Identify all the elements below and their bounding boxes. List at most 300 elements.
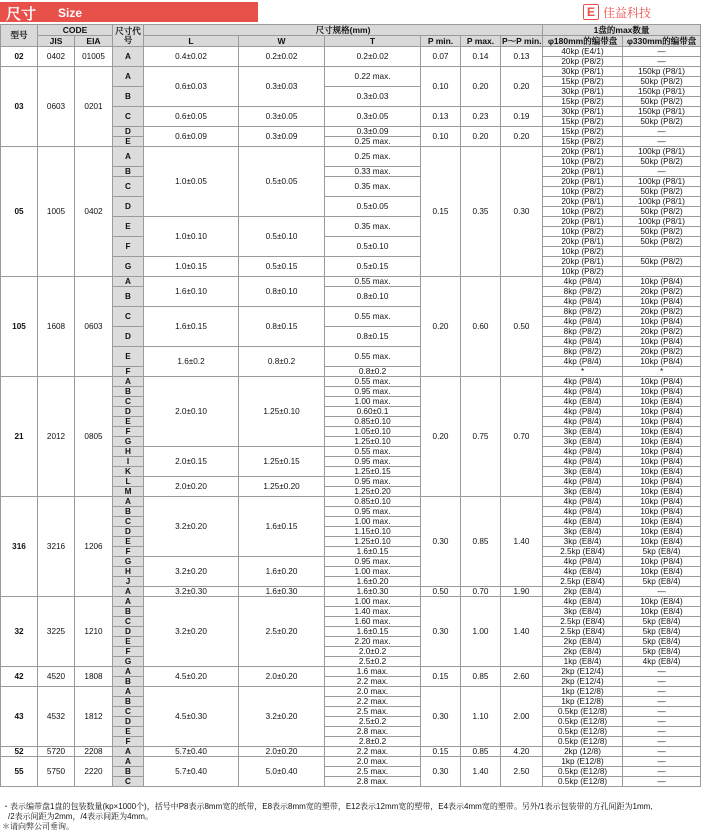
table-row xyxy=(1,757,701,767)
reel180-qty-cell: 4kp (P8/4) xyxy=(543,497,623,507)
thickness-cell: 0.3±0.09 xyxy=(325,127,421,137)
reel180-qty-cell: 10kp (P8/2) xyxy=(543,267,623,277)
length-cell: 0.6±0.03 xyxy=(144,67,239,107)
dim-code-cell: J xyxy=(113,577,144,587)
length-cell: 0.4±0.02 xyxy=(144,47,239,67)
thickness-cell: 0.55 max. xyxy=(325,277,421,287)
reel180-qty-cell: 30kp (P8/1) xyxy=(543,107,623,117)
reel330-qty-cell: 10kp (E8/4) xyxy=(623,517,701,527)
reel330-qty-cell: 10kp (E8/4) xyxy=(623,427,701,437)
dim-code-cell: F xyxy=(113,427,144,437)
reel180-qty-cell: 4kp (E8/4) xyxy=(543,397,623,407)
pp-cell: 2.60 xyxy=(501,667,543,687)
width-cell: 0.2±0.02 xyxy=(239,47,325,67)
thickness-cell: 1.25±0.20 xyxy=(325,487,421,497)
pmax-cell: 0.75 xyxy=(461,377,501,497)
reel330-qty-cell: — xyxy=(623,747,701,757)
reel180-qty-cell: 0.5kp (E12/8) xyxy=(543,727,623,737)
pp-cell: 0.19 xyxy=(501,107,543,127)
pp-cell: 2.50 xyxy=(501,757,543,787)
dim-code-cell: D xyxy=(113,527,144,537)
length-cell: 5.7±0.40 xyxy=(144,747,239,757)
jis-cell: 4532 xyxy=(38,687,75,747)
header-dim-code: 尺寸代号 xyxy=(113,25,144,47)
pmax-cell: 0.23 xyxy=(461,107,501,127)
table-row xyxy=(1,747,701,757)
reel180-qty-cell: 3kp (E8/4) xyxy=(543,437,623,447)
reel330-qty-cell: 10kp (E8/4) xyxy=(623,607,701,617)
length-cell: 2.0±0.10 xyxy=(144,377,239,447)
reel330-qty-cell: — xyxy=(623,737,701,747)
reel180-qty-cell: 2kp (E8/4) xyxy=(543,587,623,597)
model-cell: 316 xyxy=(1,497,38,597)
header-model: 型号 xyxy=(1,25,38,47)
reel330-qty-cell: 10kp (P8/4) xyxy=(623,337,701,347)
dim-code-cell: B xyxy=(113,677,144,687)
pmax-cell: 1.00 xyxy=(461,597,501,667)
dim-code-cell: B xyxy=(113,767,144,777)
reel180-qty-cell: 2.5kp (E8/4) xyxy=(543,617,623,627)
reel330-qty-cell: — xyxy=(623,127,701,137)
reel180-qty-cell: 2.5kp (E8/4) xyxy=(543,577,623,587)
header-eia: EIA xyxy=(75,36,113,47)
reel180-qty-cell: 2kp (E8/4) xyxy=(543,637,623,647)
thickness-cell: 0.33 max. xyxy=(325,167,421,177)
reel180-qty-cell: 20kp (P8/1) xyxy=(543,217,623,227)
width-cell: 0.8±0.10 xyxy=(239,277,325,307)
dim-code-cell: L xyxy=(113,477,144,487)
width-cell: 0.3±0.05 xyxy=(239,107,325,127)
reel330-qty-cell: — xyxy=(623,587,701,597)
length-cell: 4.5±0.30 xyxy=(144,687,239,747)
dim-code-cell: D xyxy=(113,627,144,637)
title-en: Size xyxy=(58,6,83,20)
length-cell: 1.6±0.15 xyxy=(144,307,239,347)
reel330-qty-cell: 10kp (E8/4) xyxy=(623,487,701,497)
dim-code-cell: F xyxy=(113,237,144,257)
thickness-cell: 0.8±0.15 xyxy=(325,327,421,347)
reel330-qty-cell: — xyxy=(623,757,701,767)
thickness-cell: 0.95 max. xyxy=(325,457,421,467)
eia-cell: 2220 xyxy=(75,757,113,787)
thickness-cell: 0.55 max. xyxy=(325,347,421,367)
reel180-qty-cell: 4kp (P8/4) xyxy=(543,447,623,457)
thickness-cell: 1.6 max. xyxy=(325,667,421,677)
pmax-cell: 0.85 xyxy=(461,747,501,757)
jis-cell: 0603 xyxy=(38,67,75,147)
reel330-qty-cell: — xyxy=(623,137,701,147)
pmax-cell: 0.35 xyxy=(461,147,501,277)
dim-code-cell: F xyxy=(113,547,144,557)
reel180-qty-cell: 3kp (E8/4) xyxy=(543,467,623,477)
thickness-cell: 0.5±0.10 xyxy=(325,237,421,257)
reel330-qty-cell: 150kp (P8/1) xyxy=(623,87,701,97)
width-cell: 0.8±0.2 xyxy=(239,347,325,377)
eia-cell: 01005 xyxy=(75,47,113,67)
model-cell: 43 xyxy=(1,687,38,747)
reel330-qty-cell: 5kp (E8/4) xyxy=(623,637,701,647)
length-cell: 3.2±0.20 xyxy=(144,497,239,557)
reel180-qty-cell: 4kp (P8/4) xyxy=(543,357,623,367)
size-spec-table xyxy=(0,24,701,787)
thickness-cell: 1.00 max. xyxy=(325,597,421,607)
reel330-qty-cell: 150kp (P8/1) xyxy=(623,67,701,77)
length-cell: 1.0±0.05 xyxy=(144,147,239,217)
dim-code-cell: E xyxy=(113,137,144,147)
length-cell: 4.5±0.20 xyxy=(144,667,239,687)
reel330-qty-cell: — xyxy=(623,777,701,787)
pp-cell: 1.40 xyxy=(501,497,543,587)
reel330-qty-cell: 10kp (P8/4) xyxy=(623,317,701,327)
eia-cell: 2208 xyxy=(75,747,113,757)
reel330-qty-cell: 50kp (P8/2) xyxy=(623,257,701,267)
table-row xyxy=(1,147,701,157)
width-cell: 0.3±0.09 xyxy=(239,127,325,147)
reel180-qty-cell: 15kp (P8/2) xyxy=(543,127,623,137)
header-jis: JIS xyxy=(38,36,75,47)
reel180-qty-cell: 4kp (P8/4) xyxy=(543,387,623,397)
length-cell: 2.0±0.15 xyxy=(144,447,239,477)
length-cell: 5.7±0.40 xyxy=(144,757,239,787)
dim-code-cell: A xyxy=(113,597,144,607)
width-cell: 0.3±0.03 xyxy=(239,67,325,107)
jis-cell: 5750 xyxy=(38,757,75,787)
reel330-qty-cell: 20kp (P8/2) xyxy=(623,327,701,337)
thickness-cell: 2.0±0.2 xyxy=(325,647,421,657)
reel180-qty-cell: 20kp (P8/1) xyxy=(543,177,623,187)
thickness-cell: 2.2 max. xyxy=(325,697,421,707)
eia-cell: 1206 xyxy=(75,497,113,597)
dim-code-cell: A xyxy=(113,377,144,387)
dim-code-cell: B xyxy=(113,287,144,307)
width-cell: 1.6±0.30 xyxy=(239,587,325,597)
thickness-cell: 2.5 max. xyxy=(325,707,421,717)
reel330-qty-cell: — xyxy=(623,167,701,177)
reel330-qty-cell: 100kp (P8/1) xyxy=(623,197,701,207)
reel330-qty-cell: 100kp (P8/1) xyxy=(623,177,701,187)
width-cell: 1.25±0.20 xyxy=(239,477,325,497)
dim-code-cell: F xyxy=(113,367,144,377)
reel180-qty-cell: 4kp (P8/4) xyxy=(543,417,623,427)
jis-cell: 1608 xyxy=(38,277,75,377)
thickness-cell: 0.22 max. xyxy=(325,67,421,87)
reel180-qty-cell: 10kp (P8/2) xyxy=(543,227,623,237)
jis-cell: 3225 xyxy=(38,597,75,667)
width-cell: 1.6±0.20 xyxy=(239,557,325,587)
reel180-qty-cell: 10kp (P8/2) xyxy=(543,157,623,167)
pmin-cell: 0.15 xyxy=(421,147,461,277)
reel330-qty-cell: 20kp (P8/2) xyxy=(623,287,701,297)
dim-code-cell: E xyxy=(113,537,144,547)
reel330-qty-cell: 10kp (P8/4) xyxy=(623,497,701,507)
reel330-qty-cell: 4kp (E8/4) xyxy=(623,657,701,667)
length-cell: 0.6±0.05 xyxy=(144,107,239,127)
header-reel330: φ330mm的编带盘 xyxy=(623,36,701,47)
model-cell: 05 xyxy=(1,147,38,277)
length-cell: 1.6±0.2 xyxy=(144,347,239,377)
thickness-cell: 0.60±0.1 xyxy=(325,407,421,417)
width-cell: 2.0±0.20 xyxy=(239,747,325,757)
jis-cell: 4520 xyxy=(38,667,75,687)
thickness-cell: 0.95 max. xyxy=(325,477,421,487)
width-cell: 5.0±0.40 xyxy=(239,757,325,787)
dim-code-cell: F xyxy=(113,647,144,657)
eia-cell: 0805 xyxy=(75,377,113,497)
table-row xyxy=(1,687,701,697)
pmin-cell: 0.15 xyxy=(421,747,461,757)
pmax-cell: 0.20 xyxy=(461,127,501,147)
model-cell: 105 xyxy=(1,277,38,377)
reel330-qty-cell: 20kp (P8/2) xyxy=(623,307,701,317)
reel330-qty-cell: 20kp (P8/2) xyxy=(623,347,701,357)
thickness-cell: 1.05±0.10 xyxy=(325,427,421,437)
dim-code-cell: C xyxy=(113,517,144,527)
reel180-qty-cell: 3kp (E8/4) xyxy=(543,427,623,437)
reel330-qty-cell: 5kp (E8/4) xyxy=(623,647,701,657)
brand-logo xyxy=(583,3,651,21)
header-code: CODE xyxy=(38,25,113,36)
length-cell: 1.6±0.10 xyxy=(144,277,239,307)
reel330-qty-cell: — xyxy=(623,687,701,697)
reel330-qty-cell: — xyxy=(623,697,701,707)
thickness-cell: 2.20 max. xyxy=(325,637,421,647)
model-cell: 55 xyxy=(1,757,38,787)
reel180-qty-cell: 1kp (E8/4) xyxy=(543,657,623,667)
reel180-qty-cell: 15kp (P8/2) xyxy=(543,97,623,107)
reel330-qty-cell: 10kp (P8/4) xyxy=(623,357,701,367)
dim-code-cell: B xyxy=(113,697,144,707)
pp-cell: 0.50 xyxy=(501,277,543,377)
title-cn: 尺寸 xyxy=(6,5,37,23)
reel180-qty-cell: 1kp (E12/8) xyxy=(543,757,623,767)
dim-code-cell: D xyxy=(113,327,144,347)
table-row xyxy=(1,597,701,607)
dim-code-cell: H xyxy=(113,567,144,577)
dim-code-cell: A xyxy=(113,147,144,167)
pmax-cell: 0.85 xyxy=(461,667,501,687)
reel330-qty-cell: 5kp (E8/4) xyxy=(623,577,701,587)
reel330-qty-cell: 50kp (P8/2) xyxy=(623,207,701,217)
reel180-qty-cell: 30kp (P8/1) xyxy=(543,67,623,77)
reel330-qty-cell: 50kp (P8/2) xyxy=(623,237,701,247)
reel330-qty-cell: 100kp (P8/1) xyxy=(623,147,701,157)
reel180-qty-cell: 3kp (E8/4) xyxy=(543,607,623,617)
thickness-cell: 0.55 max. xyxy=(325,447,421,457)
model-cell: 03 xyxy=(1,67,38,147)
thickness-cell: 0.8±0.10 xyxy=(325,287,421,307)
reel180-qty-cell: * xyxy=(543,367,623,377)
reel180-qty-cell: 4kp (E8/4) xyxy=(543,597,623,607)
dim-code-cell: D xyxy=(113,127,144,137)
reel330-qty-cell xyxy=(623,267,701,277)
pp-cell: 0.20 xyxy=(501,67,543,107)
reel330-qty-cell: 5kp (E8/4) xyxy=(623,627,701,637)
dim-code-cell: G xyxy=(113,557,144,567)
reel330-qty-cell: 10kp (P8/4) xyxy=(623,387,701,397)
reel330-qty-cell: 50kp (P8/2) xyxy=(623,117,701,127)
dim-code-cell: C xyxy=(113,777,144,787)
reel180-qty-cell: 4kp (E8/4) xyxy=(543,517,623,527)
spec-table-body xyxy=(1,47,701,787)
top-bar xyxy=(0,0,702,24)
table-row xyxy=(1,667,701,677)
reel180-qty-cell: 0.5kp (E12/8) xyxy=(543,767,623,777)
dim-code-cell: A xyxy=(113,667,144,677)
thickness-cell: 1.15±0.10 xyxy=(325,527,421,537)
width-cell: 2.5±0.20 xyxy=(239,597,325,667)
thickness-cell: 0.95 max. xyxy=(325,557,421,567)
pp-cell: 2.00 xyxy=(501,687,543,747)
dim-code-cell: M xyxy=(113,487,144,497)
header-pp: P～P min. xyxy=(502,35,542,46)
dim-code-cell: E xyxy=(113,637,144,647)
pmax-cell: 0.85 xyxy=(461,497,501,587)
length-cell: 2.0±0.20 xyxy=(144,477,239,497)
length-cell: 0.6±0.09 xyxy=(144,127,239,147)
pmin-cell: 0.50 xyxy=(421,587,461,597)
thickness-cell: 0.85±0.10 xyxy=(325,497,421,507)
thickness-cell: 1.25±0.15 xyxy=(325,467,421,477)
reel330-qty-cell: 10kp (P8/4) xyxy=(623,277,701,287)
reel180-qty-cell: 10kp (P8/2) xyxy=(543,207,623,217)
reel180-qty-cell: 2.5kp (E8/4) xyxy=(543,547,623,557)
table-row xyxy=(1,377,701,387)
reel180-qty-cell: 2kp (E12/4) xyxy=(543,677,623,687)
length-cell: 1.0±0.15 xyxy=(144,257,239,277)
width-cell: 0.5±0.05 xyxy=(239,147,325,217)
dim-code-cell: D xyxy=(113,717,144,727)
reel330-qty-cell: 10kp (P8/4) xyxy=(623,557,701,567)
reel180-qty-cell: 20kp (P8/1) xyxy=(543,147,623,157)
thickness-cell: 0.55 max. xyxy=(325,377,421,387)
reel330-qty-cell: — xyxy=(623,667,701,677)
dim-code-cell: G xyxy=(113,657,144,667)
thickness-cell: 1.6±0.20 xyxy=(325,577,421,587)
reel330-qty-cell: 100kp (P8/1) xyxy=(623,217,701,227)
pmin-cell: 0.30 xyxy=(421,497,461,587)
reel330-qty-cell: 10kp (P8/4) xyxy=(623,407,701,417)
pp-cell: 1.90 xyxy=(501,587,543,597)
reel180-qty-cell: 1kp (E12/8) xyxy=(543,687,623,697)
width-cell: 1.6±0.15 xyxy=(239,497,325,557)
dim-code-cell: C xyxy=(113,307,144,327)
reel330-qty-cell: 10kp (E8/4) xyxy=(623,567,701,577)
reel330-qty-cell: — xyxy=(623,57,701,67)
reel180-qty-cell: 3kp (E8/4) xyxy=(543,527,623,537)
reel180-qty-cell: 20kp (P8/1) xyxy=(543,257,623,267)
reel180-qty-cell: 15kp (P8/2) xyxy=(543,117,623,127)
reel330-qty-cell: 10kp (P8/4) xyxy=(623,507,701,517)
thickness-cell: 2.5±0.2 xyxy=(325,657,421,667)
dim-code-cell: C xyxy=(113,107,144,127)
model-cell: 21 xyxy=(1,377,38,497)
dim-code-cell: G xyxy=(113,437,144,447)
header-w: W xyxy=(239,36,325,47)
pp-cell: 1.40 xyxy=(501,597,543,667)
reel180-qty-cell: 2.5kp (E8/4) xyxy=(543,627,623,637)
table-row xyxy=(1,277,701,287)
reel180-qty-cell: 4kp (P8/4) xyxy=(543,507,623,517)
dim-code-cell: A xyxy=(113,497,144,507)
pmax-cell: 0.20 xyxy=(461,67,501,107)
thickness-cell: 2.8 max. xyxy=(325,727,421,737)
model-cell: 52 xyxy=(1,747,38,757)
reel330-qty-cell: — xyxy=(623,677,701,687)
reel180-qty-cell: 3kp (E8/4) xyxy=(543,487,623,497)
reel330-qty-cell: 10kp (P8/4) xyxy=(623,457,701,467)
thickness-cell: 0.85±0.10 xyxy=(325,417,421,427)
eia-cell: 1812 xyxy=(75,687,113,747)
width-cell: 0.5±0.10 xyxy=(239,217,325,257)
thickness-cell: 0.25 max. xyxy=(325,147,421,167)
reel330-qty-cell: 50kp (P8/2) xyxy=(623,77,701,87)
jis-cell: 1005 xyxy=(38,147,75,277)
dim-code-cell: C xyxy=(113,617,144,627)
width-cell: 3.2±0.20 xyxy=(239,687,325,747)
reel330-qty-cell: * xyxy=(623,367,701,377)
dim-code-cell: A xyxy=(113,587,144,597)
reel180-qty-cell: 4kp (P8/4) xyxy=(543,407,623,417)
reel330-qty-cell: 10kp (E8/4) xyxy=(623,397,701,407)
dim-code-cell: B xyxy=(113,167,144,177)
thickness-cell: 0.95 max. xyxy=(325,387,421,397)
reel330-qty-cell: 50kp (P8/2) xyxy=(623,97,701,107)
thickness-cell: 0.3±0.05 xyxy=(325,107,421,127)
reel330-qty-cell: 150kp (P8/1) xyxy=(623,107,701,117)
footnote-line: /2表示间距为2mm，/4表示间距为4mm。 xyxy=(8,812,153,821)
dim-code-cell: A xyxy=(113,757,144,767)
reel180-qty-cell: 20kp (P8/1) xyxy=(543,237,623,247)
reel330-qty-cell: 10kp (P8/4) xyxy=(623,297,701,307)
reel180-qty-cell: 8kp (P8/2) xyxy=(543,307,623,317)
table-row xyxy=(1,47,701,57)
reel180-qty-cell: 4kp (P8/4) xyxy=(543,337,623,347)
jis-cell: 5720 xyxy=(38,747,75,757)
pmax-cell: 0.60 xyxy=(461,277,501,377)
pmin-cell: 0.10 xyxy=(421,67,461,107)
thickness-cell: 2.2 max. xyxy=(325,677,421,687)
dim-code-cell: E xyxy=(113,727,144,737)
pp-cell: 0.20 xyxy=(501,127,543,147)
dim-code-cell: D xyxy=(113,197,144,217)
dim-code-cell: E xyxy=(113,217,144,237)
table-row xyxy=(1,497,701,507)
eia-cell: 0402 xyxy=(75,147,113,277)
dim-code-cell: A xyxy=(113,747,144,757)
reel180-qty-cell: 2kp (12/8) xyxy=(543,747,623,757)
dim-code-cell: D xyxy=(113,407,144,417)
pmin-cell: 0.13 xyxy=(421,107,461,127)
pmax-cell: 0.14 xyxy=(461,47,501,67)
thickness-cell: 1.00 max. xyxy=(325,567,421,577)
model-cell: 42 xyxy=(1,667,38,687)
pmin-cell: 0.30 xyxy=(421,757,461,787)
reel330-qty-cell: 5kp (E8/4) xyxy=(623,617,701,627)
jis-cell: 2012 xyxy=(38,377,75,497)
footnote-line: ・表示编带盘1盘的包装数量(kp×1000个)，括号中P8表示8mm宽的纸带，E8表示8mm宽的塑带，E12表示12mm宽的塑带，E4表示4mm宽的塑带。另外/1表示包装带的方孔间距为1mm, xyxy=(2,802,653,811)
thickness-cell: 1.40 max. xyxy=(325,607,421,617)
eia-cell: 1210 xyxy=(75,597,113,667)
dim-code-cell: A xyxy=(113,687,144,697)
reel180-qty-cell: 0.5kp (E12/8) xyxy=(543,707,623,717)
reel180-qty-cell: 1kp (E12/8) xyxy=(543,697,623,707)
pmax-cell: 1.40 xyxy=(461,757,501,787)
thickness-cell: 1.6±0.15 xyxy=(325,547,421,557)
reel180-qty-cell: 4kp (E8/4) xyxy=(543,567,623,577)
header-l: L xyxy=(144,36,239,47)
reel180-qty-cell: 4kp (P8/4) xyxy=(543,377,623,387)
header-reel180: φ180mm的编带盘 xyxy=(543,36,623,47)
